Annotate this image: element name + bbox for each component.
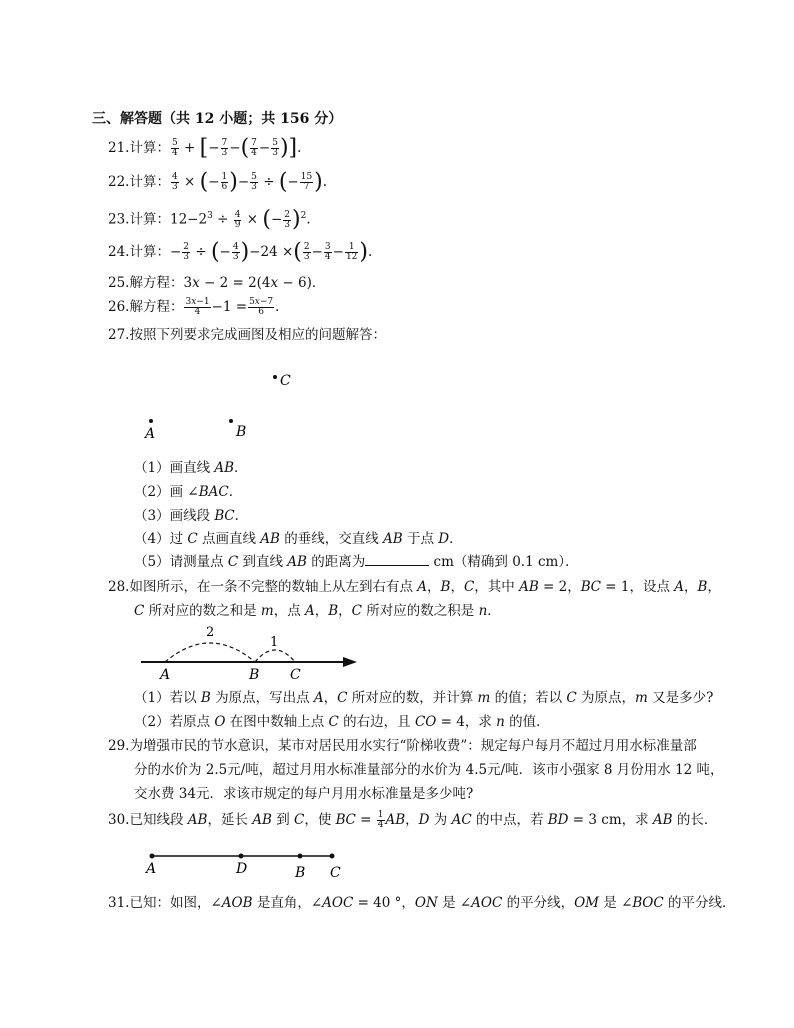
q22-times: × xyxy=(184,174,196,190)
q27-text: 按照下列要求完成画图及相应的问题解答： xyxy=(129,327,386,343)
q22-lparen-1: ( xyxy=(199,169,209,195)
q21-number: 21. xyxy=(108,140,130,156)
q23-number: 23. xyxy=(108,211,130,228)
q22-number: 22. xyxy=(108,174,130,190)
q23-lparen: ( xyxy=(262,207,271,232)
q21-frac-3: $\frac{7}{4}$ xyxy=(251,138,257,158)
arc-ab xyxy=(165,643,255,662)
nl-label-a: A xyxy=(160,667,171,683)
point-b-dot xyxy=(229,419,233,423)
q21-frac-4: $\frac{5}{3}$ xyxy=(272,138,278,158)
q24-frac-1: $\frac{2}{3}$ xyxy=(183,242,190,262)
q21-end: . xyxy=(297,140,302,156)
q22-minus-1: − xyxy=(208,174,220,190)
q30-post: 𝐴𝐵，𝐷 为 𝐴𝐶 的中点，若 𝐵𝐷 = 3 cm，求 𝐴𝐵 的长． xyxy=(385,812,718,828)
q23-frac-1: $\frac{4}{9}$ xyxy=(234,209,241,230)
q22-frac-2: $\frac{1}{6}$ xyxy=(221,172,228,192)
label-ab-length: 2 xyxy=(206,625,215,640)
q23-end: . xyxy=(306,211,311,228)
q30-frac: $\frac{1}{4}$ xyxy=(377,810,384,830)
q24-prefix: 计算： xyxy=(129,244,170,260)
q22-minus-2: − xyxy=(237,174,250,190)
seg-point-a xyxy=(150,854,155,859)
q28-item-2: （2）若原点 𝑂 在图中数轴上点 𝐶 的右边，且 𝐶𝑂 = 4，求 𝑛 的值． xyxy=(134,714,550,730)
q22-frac-4: $\frac{15}{7}$ xyxy=(300,172,313,192)
q23-expr-1: 12−2 xyxy=(169,211,208,228)
q21-rparen: ) xyxy=(279,135,289,161)
q28-line-1: 如图所示，在一条不完整的数轴上从左到右有点 𝐴，𝐵，𝐶，其中 𝐴𝐵 = 2，𝐵𝐶 = 1，设点 𝐴，𝐵， xyxy=(129,579,721,595)
q27-item-5-suffix: cm（精确到 0.1 cm）． xyxy=(429,554,579,570)
q24-rest: −24 × xyxy=(249,244,294,260)
q26-end: ． xyxy=(275,299,289,315)
q24-frac-4: $\frac{3}{4}$ xyxy=(324,242,331,262)
q24-frac-5: $\frac{1}{12}$ xyxy=(345,242,358,262)
number-line-arrow xyxy=(343,657,357,667)
q23-times: × xyxy=(246,211,259,228)
q30-number: 30. xyxy=(108,812,130,828)
q22-frac-1: $\frac{4}{3}$ xyxy=(171,172,178,192)
q27-item-2: （2）画 ∠𝐵𝐴𝐶． xyxy=(134,484,243,500)
q23-rparen: ) xyxy=(292,207,301,232)
q22-frac-3: $\frac{5}{3}$ xyxy=(251,172,257,192)
seg-point-d xyxy=(239,854,244,859)
q24-frac-3: $\frac{2}{3}$ xyxy=(303,242,310,262)
q22-lparen-2: ( xyxy=(278,169,288,195)
q29-line-3: 交水费 34元．求该市规定的每户月用水标准量是多少吨? xyxy=(134,786,474,802)
label-bc-length: 1 xyxy=(270,635,279,650)
q23-prefix: 计算： xyxy=(129,211,170,228)
point-c-dot xyxy=(273,375,277,379)
q21-lbracket: [ xyxy=(199,135,209,161)
q24-rparen-1: ) xyxy=(240,239,250,265)
q24-minus-3: − xyxy=(311,244,323,260)
q26-mid: −1 = xyxy=(211,299,248,315)
question-31 xyxy=(108,894,736,912)
q26-frac-2: $\frac{\text{5𝑥−7}}{6}$ xyxy=(249,297,274,317)
q24-minus-4: − xyxy=(332,244,344,260)
q21-minus-2: − xyxy=(229,140,241,156)
question-27 xyxy=(108,326,386,344)
q23-frac-2: $\frac{2}{3}$ xyxy=(284,209,290,230)
q29-line-1: 为增强市民的节水意识，某市对居民用水实行“阶梯收费”：规定每户每月不超过月用水标准量部 xyxy=(129,738,697,754)
question-25 xyxy=(108,274,325,292)
q27-figure xyxy=(130,360,330,450)
seg-label-d: D xyxy=(236,861,248,877)
q25-text: 解方程：3𝑥 − 2 = 2(4𝑥 − 6)． xyxy=(129,275,326,291)
q21-prefix: 计算： xyxy=(129,140,170,156)
q24-end: . xyxy=(368,244,373,260)
q28-number-line xyxy=(135,622,365,684)
q24-frac-2: $\frac{4}{3}$ xyxy=(232,242,239,262)
q21-minus-3: − xyxy=(258,140,271,156)
point-a-dot xyxy=(149,419,153,423)
q22-prefix: 计算： xyxy=(129,174,170,190)
q22-div: ÷ xyxy=(263,174,275,190)
question-24 xyxy=(108,239,373,265)
point-b-label: B xyxy=(236,424,247,440)
q27-item-1: （1）画直线 𝐴𝐵． xyxy=(134,460,248,476)
q29-number: 29. xyxy=(108,738,130,754)
q27-number: 27. xyxy=(108,327,130,343)
q24-lparen-2: ( xyxy=(293,239,302,265)
q25-number: 25. xyxy=(108,275,130,291)
q31-number: 31. xyxy=(108,895,130,911)
section-title: 三、解答题（共 12 小题；共 156 分） xyxy=(92,111,343,127)
q29-line-2: 分的水价为 2.5元/吨，超过月用水标准量部分的水价为 4.5元/吨．该市小强家 8 月份用水 12 吨， xyxy=(134,762,724,778)
q26-number: 26. xyxy=(108,299,130,315)
question-28 xyxy=(108,578,721,596)
q24-rparen-2: ) xyxy=(359,239,368,265)
q26-frac-1: $\frac{\text{3𝑥−1}}{4}$ xyxy=(185,297,210,317)
nl-label-c: C xyxy=(290,667,301,683)
question-29 xyxy=(108,737,697,755)
q21-minus-1: − xyxy=(208,140,220,156)
q21-lparen: ( xyxy=(240,135,250,161)
seg-point-c xyxy=(330,854,335,859)
q30-figure xyxy=(140,846,360,882)
q22-rparen-2: ) xyxy=(314,169,323,195)
q21-plus: + xyxy=(184,140,196,156)
q26-prefix: 解方程： xyxy=(129,299,184,315)
q28-line-2: 𝐶 所对应的数之和是 𝑚，点 𝐴，𝐵，𝐶 所对应的数之积是 𝑛． xyxy=(134,603,501,619)
q23-exponent-2: 2 xyxy=(300,211,307,221)
q23-minus: − xyxy=(270,211,283,228)
q28-item-1: （1）若以 𝐵 为原点，写出点 𝐴，𝐶 所对应的数，并计算 𝑚 的值；若以 𝐶 为原点，𝑚 又是多少? xyxy=(134,690,714,706)
q31-text: 已知：如图，∠𝐴𝑂𝐵 是直角，∠𝐴𝑂𝐶 = 40 °，𝑂𝑁 是 ∠𝐴𝑂𝐶 的平分线，𝑂𝑀 是 ∠𝐵𝑂𝐶 的平分线． xyxy=(129,895,736,911)
q21-rbracket: ] xyxy=(288,135,298,161)
nl-label-b: B xyxy=(249,667,260,683)
question-26 xyxy=(108,298,289,317)
q28-number: 28. xyxy=(108,579,130,595)
q27-item-5 xyxy=(134,553,579,571)
q24-div: ÷ xyxy=(195,244,207,260)
seg-label-c: C xyxy=(330,865,341,881)
q23-div: ÷ xyxy=(217,211,229,228)
seg-point-b xyxy=(298,854,303,859)
question-22 xyxy=(108,169,328,195)
q21-frac-1: $\frac{5}{4}$ xyxy=(171,138,178,158)
q22-end: . xyxy=(322,174,328,190)
question-30 xyxy=(108,811,717,830)
q22-minus-3: − xyxy=(287,174,299,190)
point-c-label: C xyxy=(280,373,291,389)
q27-item-4: （4）过 𝐶 点画直线 𝐴𝐵 的垂线，交直线 𝐴𝐵 于点 𝐷． xyxy=(134,531,463,547)
seg-label-a: A xyxy=(146,861,157,877)
question-23 xyxy=(108,207,311,230)
arc-bc xyxy=(255,650,295,662)
q24-number: 24. xyxy=(108,244,130,260)
question-21 xyxy=(108,135,302,161)
q24-lparen-1: ( xyxy=(210,239,220,265)
answer-blank[interactable] xyxy=(365,553,429,566)
q24-minus-2: − xyxy=(219,244,231,260)
q27-item-5-prefix: （5）请测量点 𝐶 到直线 𝐴𝐵 的距离为 xyxy=(134,554,366,570)
q30-pre: 已知线段 𝐴𝐵，延长 𝐴𝐵 到 𝐶，使 𝐵𝐶 = xyxy=(129,812,372,828)
point-a-label: A xyxy=(145,426,156,442)
q27-item-3: （3）画线段 𝐵𝐶． xyxy=(134,508,249,524)
q24-minus-1: − xyxy=(169,244,182,260)
q23-exponent-1: 3 xyxy=(207,211,213,221)
q21-frac-2: $\frac{7}{3}$ xyxy=(221,138,228,158)
seg-label-b: B xyxy=(295,865,306,881)
q22-rparen-1: ) xyxy=(229,169,238,195)
